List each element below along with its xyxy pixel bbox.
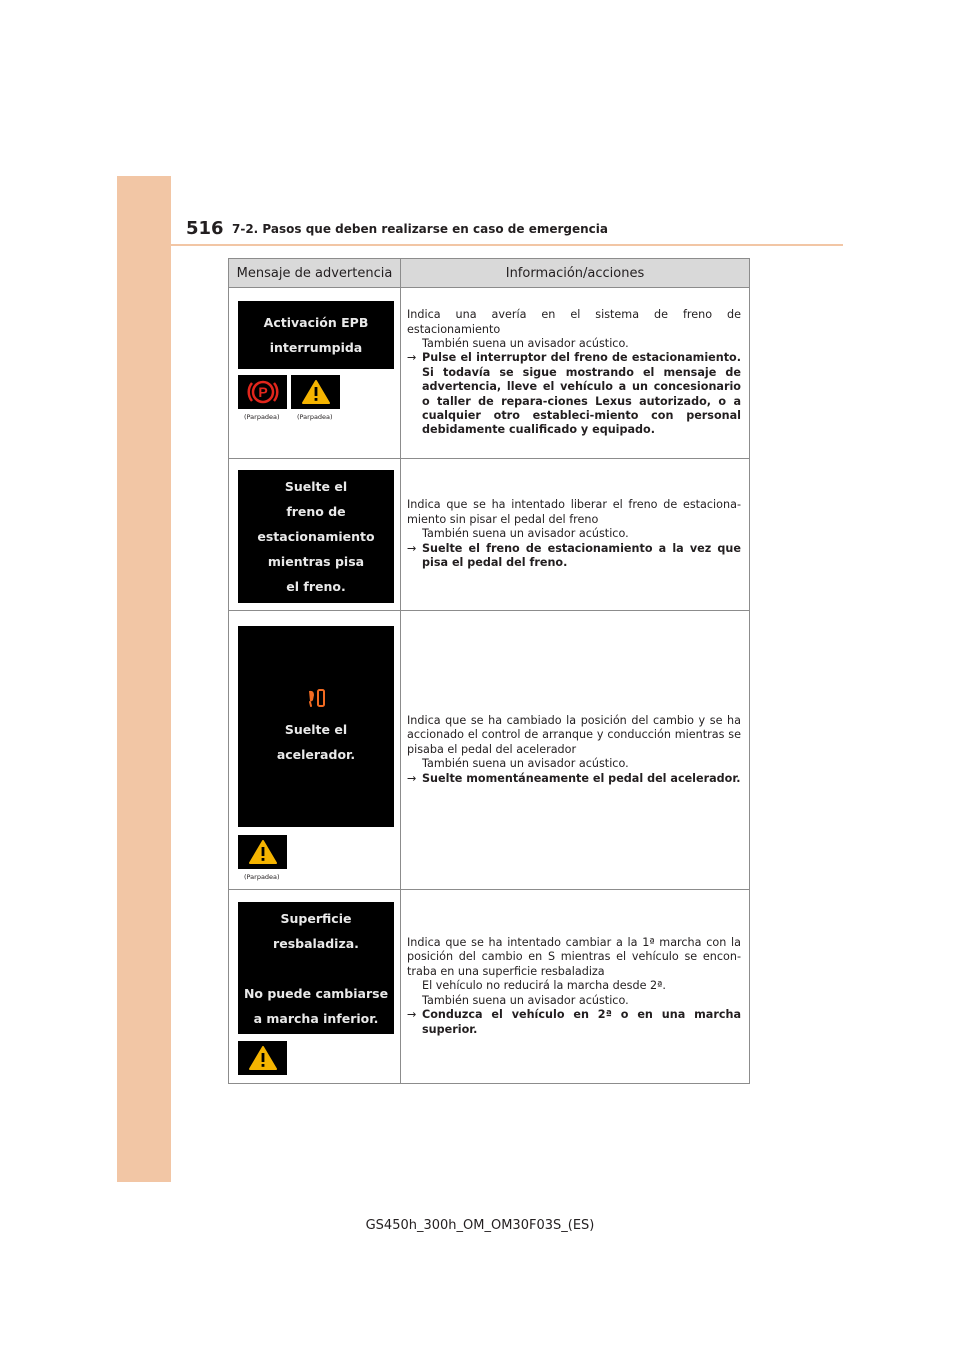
arrow-icon: → [407,771,417,785]
column-header: Mensaje de advertencia [229,259,401,288]
screen-line: Superficie [280,910,352,926]
screen-line: a marcha inferior. [253,1010,379,1026]
warning-triangle-icon [248,839,278,865]
section-title: 7-2. Pasos que deben realizarse en caso de emergencia [232,222,608,236]
lamp-caption: (Parpadea) [244,873,280,881]
action-text: Suelte el freno de estacionamiento a la vez que pisa el pedal del freno. [422,541,741,570]
warning-triangle-icon [248,1045,278,1071]
footer-code: GS450h_300h_OM_OM30F03S_(ES) [365,1218,595,1233]
display-screen [238,470,394,603]
info-cell [401,288,750,459]
lamp-caption: (Parpadea) [244,413,280,421]
screen-line: estacionamiento [257,529,375,544]
table-row [229,288,750,459]
table-row [229,890,750,1084]
parking-brake-lamp [238,375,287,409]
action-text: Conduzca el vehículo en 2ª o en una marcha superior. [422,1008,741,1036]
svg-text:P: P [257,384,268,400]
note: También suena un avisador acústico. [422,527,629,541]
action [407,351,741,437]
action-text: Suelte momentáneamente el pedal del acelerador. [422,771,741,785]
page-number: 516 [186,218,224,239]
parking-brake-icon [246,378,280,406]
master-warning-lamp [291,375,340,409]
arrow-icon: → [407,541,417,555]
warning-image-cell [229,611,401,890]
info-cell [401,890,750,1084]
table-header-row [229,259,750,288]
foot-pedal-icon [305,687,327,709]
header-rule [171,244,843,246]
action [407,542,741,571]
screen-line: Suelte el [284,479,348,494]
screen-line: No puede cambiarse [243,985,389,1001]
note: También suena un avisador acústico. [422,757,629,771]
action-text: Pulse el interruptor del freno de estacionamiento. Si todavía se sigue mostrando el mensaje de advertencia, lleve el vehículo a un concesionario o taller de repara-ciones Lexus autorizado, o a cualquier otro estableci-miento con personal debidamente cualificado y equipado. [422,351,741,437]
action [407,772,741,786]
screen-line: Activación EPB [263,315,369,330]
warning-table [228,258,750,1084]
warning-image-cell [229,459,401,611]
column-header: Información/acciones [401,259,750,288]
master-warning-lamp [238,835,287,869]
table-row [229,459,750,611]
description: Indica que se ha intentado liberar el freno de estaciona-miento sin pisar el pedal del freno [407,498,741,526]
screen-line: el freno. [286,579,346,594]
description: Indica que se ha cambiado la posición del cambio y se ha accionado el control de arranque y conducción mientras se pisaba el pedal del acelerador [407,713,741,756]
screen-line: interrumpida [269,340,363,355]
warning-triangle-icon [301,379,331,405]
note: También suena un avisador acústico. [422,336,629,350]
screen-line: Suelte el [284,721,348,737]
info-cell [401,611,750,890]
display-screen [238,902,394,1034]
screen-line: mientras pisa [267,554,365,569]
table-row [229,611,750,890]
info-cell [401,459,750,611]
master-warning-lamp [238,1041,287,1075]
note: También suena un avisador acústico. [422,993,629,1007]
arrow-icon: → [407,351,417,365]
screen-line: resbaladiza. [273,935,359,951]
warning-image-cell [229,288,401,459]
warning-image-cell [229,890,401,1084]
side-tab [117,176,171,1182]
screen-line: freno de [286,504,346,519]
arrow-icon: → [407,1008,417,1022]
display-screen [238,301,394,369]
lamp-caption: (Parpadea) [297,413,333,421]
action [407,1008,741,1037]
description: Indica una avería en el sistema de freno de estacionamiento [407,308,741,336]
note: El vehículo no reducirá la marcha desde 2ª. [422,979,666,993]
display-screen [238,626,394,827]
description: Indica que se ha intentado cambiar a la 1ª marcha con la posición del cambio en S mientras el vehículo se encon-traba en una superficie resbaladiza [407,936,741,978]
screen-line: acelerador. [276,746,356,762]
